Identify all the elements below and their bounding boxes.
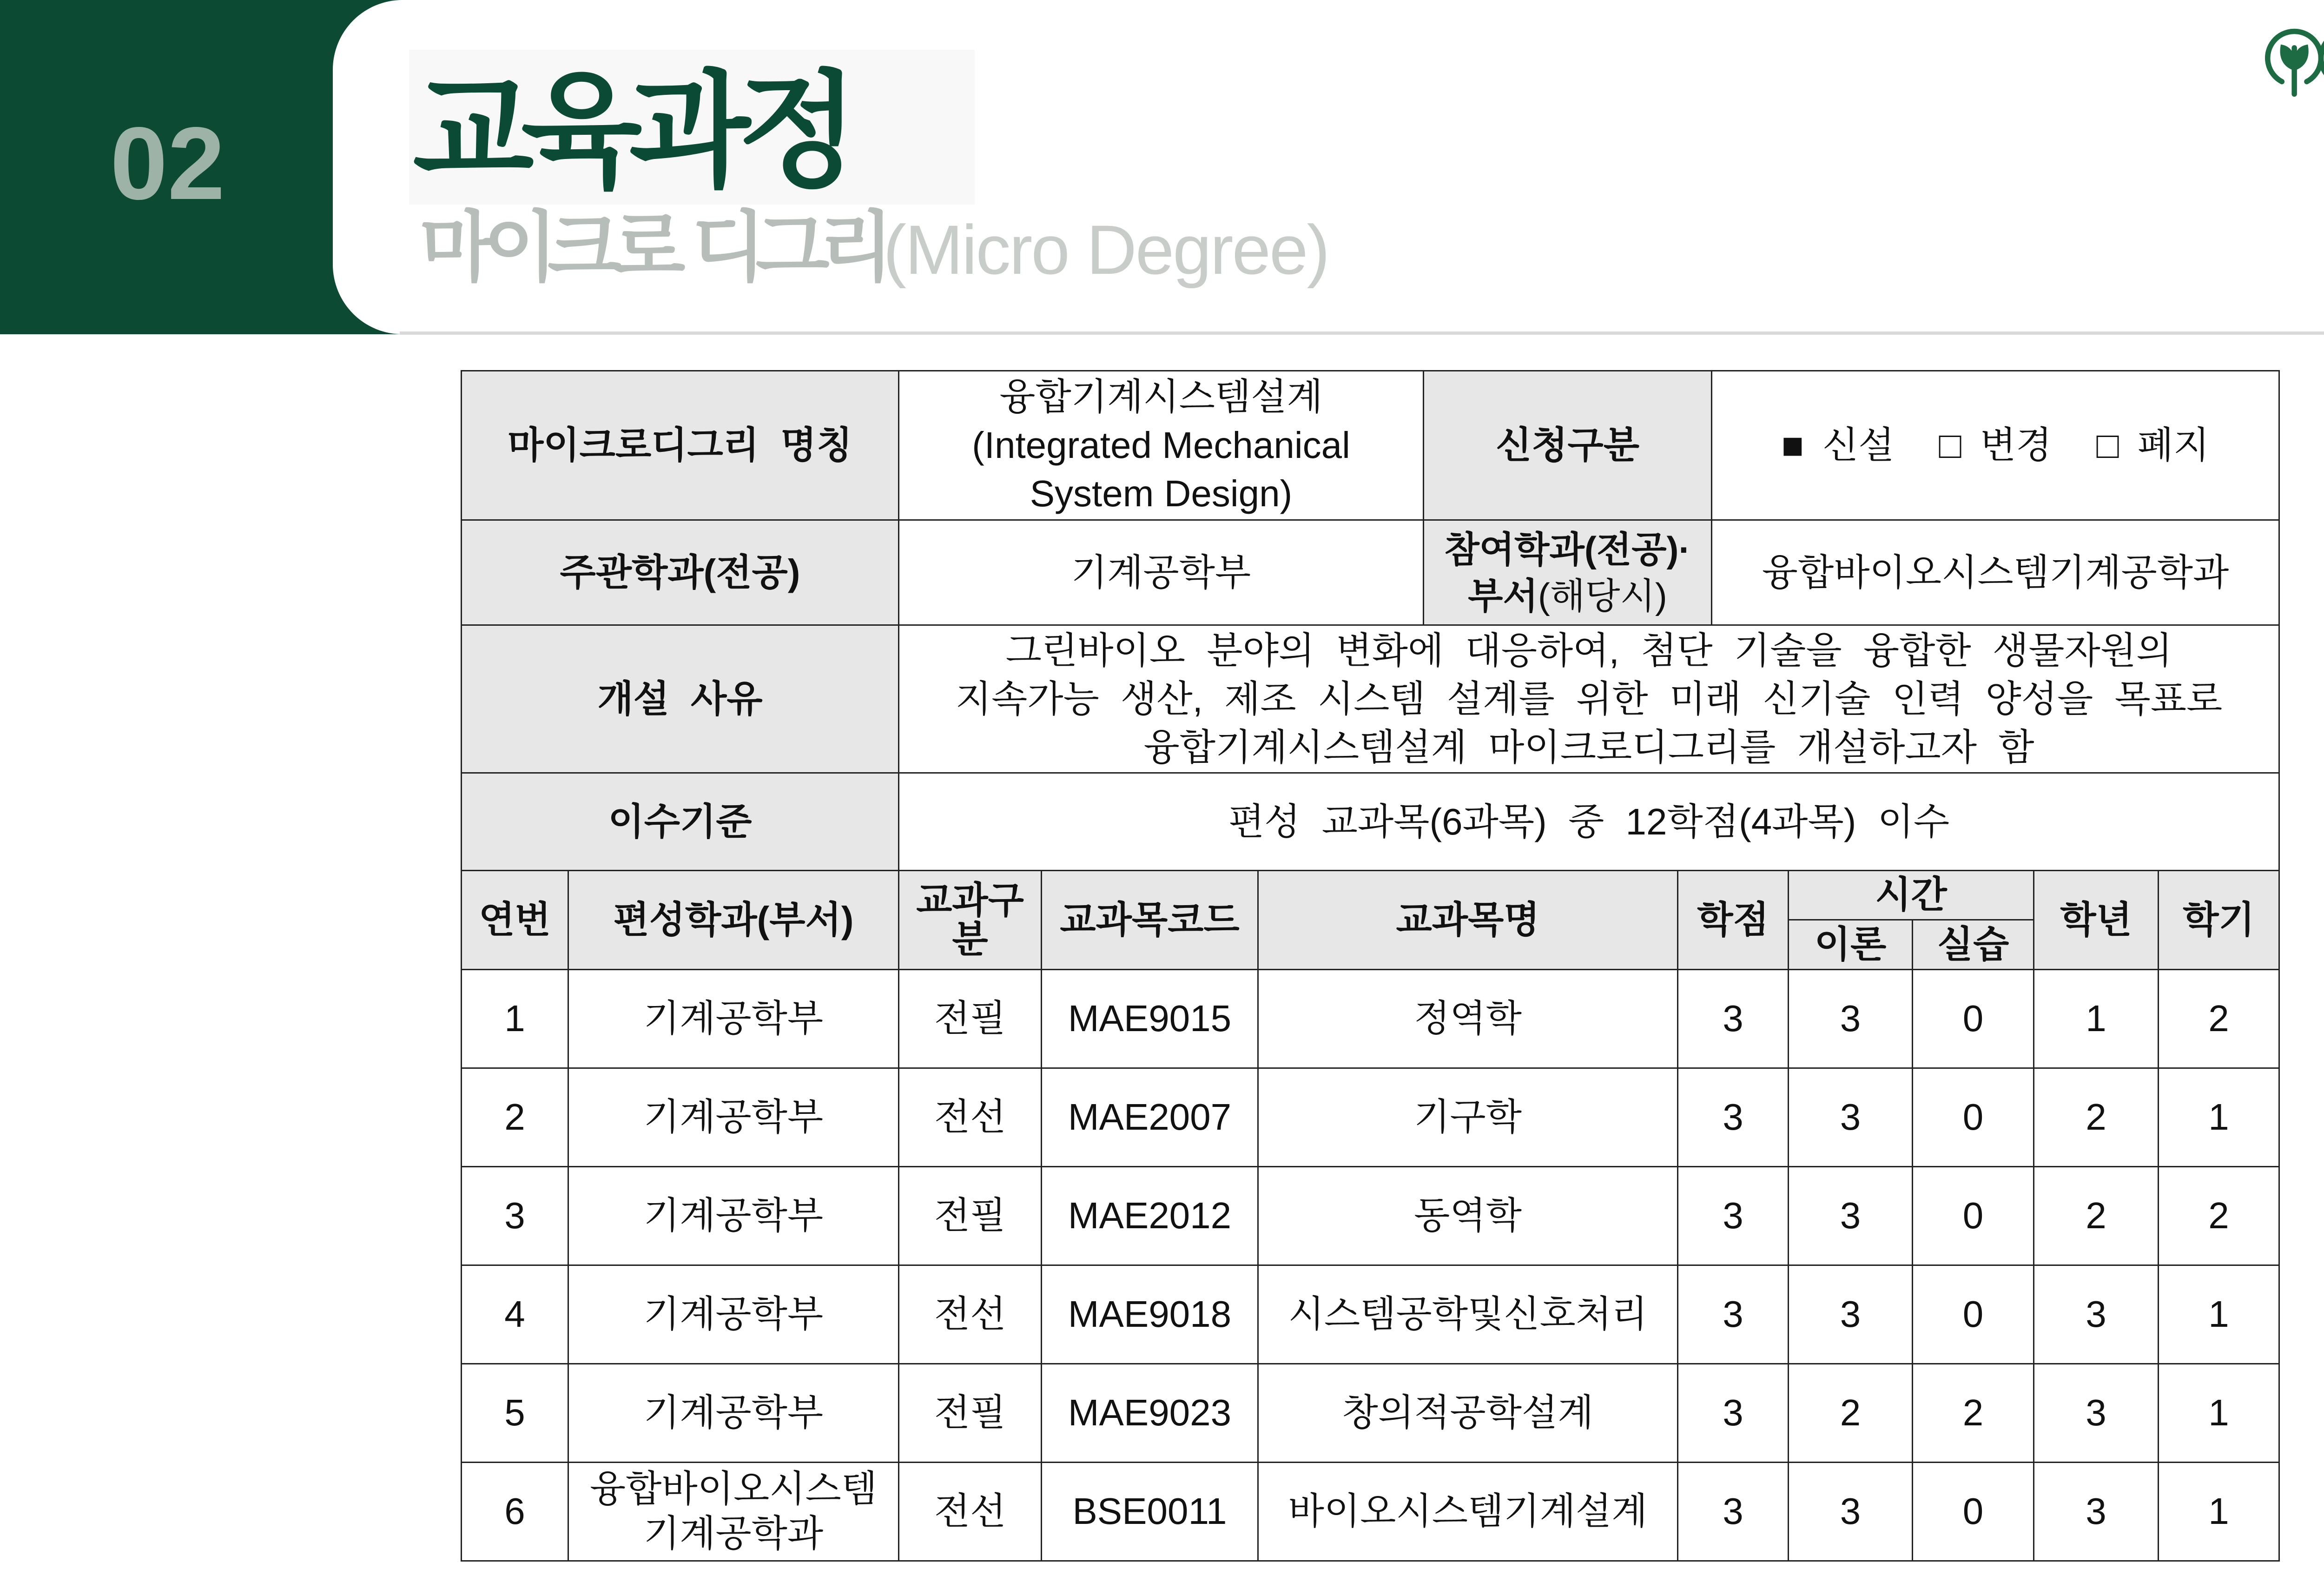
unchecked-box-icon: □ bbox=[1939, 424, 1961, 466]
course-theory-hours: 3 bbox=[1789, 1265, 1913, 1364]
name-value-line: System Design) bbox=[1030, 473, 1293, 514]
course-theory-hours: 3 bbox=[1789, 1166, 1913, 1265]
course-no: 1 bbox=[462, 969, 568, 1068]
course-dept: 기계공학부 bbox=[568, 1265, 899, 1364]
table-row bbox=[462, 969, 2279, 1068]
course-credits: 3 bbox=[1678, 1265, 1789, 1364]
header-divider bbox=[400, 331, 2324, 335]
overview-row-criteria bbox=[462, 773, 2279, 871]
course-year: 1 bbox=[2034, 969, 2159, 1068]
course-category: 전선 bbox=[899, 1068, 1042, 1166]
reason-line: 그린바이오 분야의 변화에 대응하여, 첨단 기술을 융합한 생물자원의 bbox=[1005, 629, 2172, 671]
subtitle-paren: (Micro Degree) bbox=[883, 211, 1329, 289]
participating-label-line2 bbox=[1429, 573, 1706, 619]
course-name: 창의적공학설계 bbox=[1258, 1364, 1678, 1462]
name-value-line: (Integrated Mechanical bbox=[972, 424, 1350, 466]
host-dept-label: 주관학과(전공) bbox=[462, 520, 899, 625]
course-practice-hours: 0 bbox=[1913, 1265, 2034, 1364]
course-name: 시스템공학및신호처리 bbox=[1258, 1265, 1678, 1364]
course-semester: 2 bbox=[2159, 969, 2279, 1068]
host-dept-value: 기계공학부 bbox=[899, 520, 1424, 625]
table-row bbox=[462, 1462, 2279, 1561]
col-header-year: 학년 bbox=[2034, 871, 2159, 969]
reason-line: 융합기계시스템설계 마이크로디그리를 개설하고자 함 bbox=[1143, 726, 2034, 768]
col-header-category: 교과구분 bbox=[899, 871, 1042, 969]
name-value-line: 융합기계시스템설계 bbox=[999, 376, 1323, 417]
course-semester: 1 bbox=[2159, 1068, 2279, 1166]
course-credits: 3 bbox=[1678, 969, 1789, 1068]
course-no: 2 bbox=[462, 1068, 568, 1166]
course-category: 전필 bbox=[899, 1364, 1042, 1462]
course-year: 3 bbox=[2034, 1462, 2159, 1561]
course-header-row bbox=[462, 871, 2279, 920]
application-type-label: 신청구분 bbox=[1424, 371, 1712, 520]
table-row bbox=[462, 1068, 2279, 1166]
course-name: 바이오시스템기계설계 bbox=[1258, 1462, 1678, 1561]
reason-label: 개설 사유 bbox=[462, 625, 899, 773]
col-header-credits: 학점 bbox=[1678, 871, 1789, 969]
course-no: 4 bbox=[462, 1265, 568, 1364]
criteria-label: 이수기준 bbox=[462, 773, 899, 871]
course-practice-hours: 0 bbox=[1913, 1166, 2034, 1265]
course-code: MAE2007 bbox=[1042, 1068, 1258, 1166]
course-year: 3 bbox=[2034, 1265, 2159, 1364]
course-code: MAE9023 bbox=[1042, 1364, 1258, 1462]
course-practice-hours: 0 bbox=[1913, 969, 2034, 1068]
course-code: BSE0011 bbox=[1042, 1462, 1258, 1561]
name-label: 마이크로디그리 명칭 bbox=[462, 371, 899, 520]
col-header-theory: 이론 bbox=[1789, 920, 1913, 969]
course-table bbox=[461, 871, 2280, 1562]
course-practice-hours: 0 bbox=[1913, 1462, 2034, 1561]
participating-label-line1: 참여학과(전공)· bbox=[1444, 529, 1691, 570]
overview-row-departments bbox=[462, 520, 2279, 625]
course-category: 전선 bbox=[899, 1265, 1042, 1364]
participating-label-note: (해당시) bbox=[1538, 575, 1667, 616]
course-category: 전필 bbox=[899, 969, 1042, 1068]
tree-circle-right-icon bbox=[2321, 31, 2324, 94]
course-credits: 3 bbox=[1678, 1166, 1789, 1265]
course-year: 2 bbox=[2034, 1068, 2159, 1166]
course-semester: 1 bbox=[2159, 1364, 2279, 1462]
course-theory-hours: 3 bbox=[1789, 969, 1913, 1068]
col-header-practice: 실습 bbox=[1913, 920, 2034, 969]
option-change bbox=[1939, 422, 2052, 469]
overview-table bbox=[461, 370, 2280, 871]
criteria-value: 편성 교과목(6과목) 중 12학점(4과목) 이수 bbox=[899, 773, 2279, 871]
reason-line: 지속가능 생산, 제조 시스템 설계를 위한 미래 신기술 인력 양성을 목표로 bbox=[955, 678, 2223, 720]
col-header-no: 연번 bbox=[462, 871, 568, 969]
table-row bbox=[462, 1364, 2279, 1462]
course-code: MAE2012 bbox=[1042, 1166, 1258, 1265]
course-theory-hours: 3 bbox=[1789, 1462, 1913, 1561]
name-value bbox=[899, 371, 1424, 520]
course-dept: 기계공학부 bbox=[568, 1166, 899, 1265]
course-credits: 3 bbox=[1678, 1364, 1789, 1462]
course-dept: 융합바이오시스템기계공학과 bbox=[568, 1462, 899, 1561]
course-code: MAE9018 bbox=[1042, 1265, 1258, 1364]
participating-dept-label bbox=[1424, 520, 1712, 625]
subtitle-main: 마이크로 디그리 bbox=[420, 203, 884, 292]
col-header-dept: 편성학과(부서) bbox=[568, 871, 899, 969]
course-year: 3 bbox=[2034, 1364, 2159, 1462]
option-label: 신설 bbox=[1822, 424, 1895, 466]
course-category: 전선 bbox=[899, 1462, 1042, 1561]
course-category: 전필 bbox=[899, 1166, 1042, 1265]
course-credits: 3 bbox=[1678, 1068, 1789, 1166]
course-no: 3 bbox=[462, 1166, 568, 1265]
course-semester: 1 bbox=[2159, 1462, 2279, 1561]
participating-dept-value: 융합바이오시스템기계공학과 bbox=[1712, 520, 2279, 625]
course-name: 기구학 bbox=[1258, 1068, 1678, 1166]
course-code: MAE9015 bbox=[1042, 969, 1258, 1068]
col-header-hours: 시간 bbox=[1789, 871, 2034, 920]
course-no: 5 bbox=[462, 1364, 568, 1462]
micro-degree-table bbox=[461, 370, 2278, 1562]
course-dept: 기계공학부 bbox=[568, 1364, 899, 1462]
option-new bbox=[1782, 422, 1895, 469]
checked-box-icon: ■ bbox=[1781, 424, 1804, 466]
course-practice-hours: 2 bbox=[1913, 1364, 2034, 1462]
page-title: 교육과정 bbox=[413, 58, 846, 205]
table-row bbox=[462, 1265, 2279, 1364]
course-dept: 기계공학부 bbox=[568, 1068, 899, 1166]
course-year: 2 bbox=[2034, 1166, 2159, 1265]
option-label: 폐지 bbox=[2137, 424, 2210, 466]
course-no: 6 bbox=[462, 1462, 568, 1561]
participating-label-bold: 부서 bbox=[1468, 575, 1538, 616]
option-abolish bbox=[2096, 422, 2209, 469]
reason-value bbox=[899, 625, 2279, 773]
unchecked-box-icon: □ bbox=[2096, 424, 2119, 466]
course-semester: 2 bbox=[2159, 1166, 2279, 1265]
twin-tree-logo-icon bbox=[2264, 26, 2324, 98]
course-dept: 기계공학부 bbox=[568, 969, 899, 1068]
col-header-name: 교과목명 bbox=[1258, 871, 1678, 969]
col-header-semester: 학기 bbox=[2159, 871, 2279, 969]
option-label: 변경 bbox=[1980, 424, 2052, 466]
table-row bbox=[462, 1166, 2279, 1265]
overview-row-reason bbox=[462, 625, 2279, 773]
course-name: 정역학 bbox=[1258, 969, 1678, 1068]
course-name: 동역학 bbox=[1258, 1166, 1678, 1265]
tree-circle-left-icon bbox=[2268, 31, 2321, 94]
application-type-options bbox=[1712, 371, 2279, 520]
course-credits: 3 bbox=[1678, 1462, 1789, 1561]
course-practice-hours: 0 bbox=[1913, 1068, 2034, 1166]
page-subtitle bbox=[420, 203, 1329, 292]
course-theory-hours: 2 bbox=[1789, 1364, 1913, 1462]
section-number: 02 bbox=[110, 106, 225, 221]
col-header-code: 교과목코드 bbox=[1042, 871, 1258, 969]
course-semester: 1 bbox=[2159, 1265, 2279, 1364]
course-theory-hours: 3 bbox=[1789, 1068, 1913, 1166]
overview-row-name bbox=[462, 371, 2279, 520]
